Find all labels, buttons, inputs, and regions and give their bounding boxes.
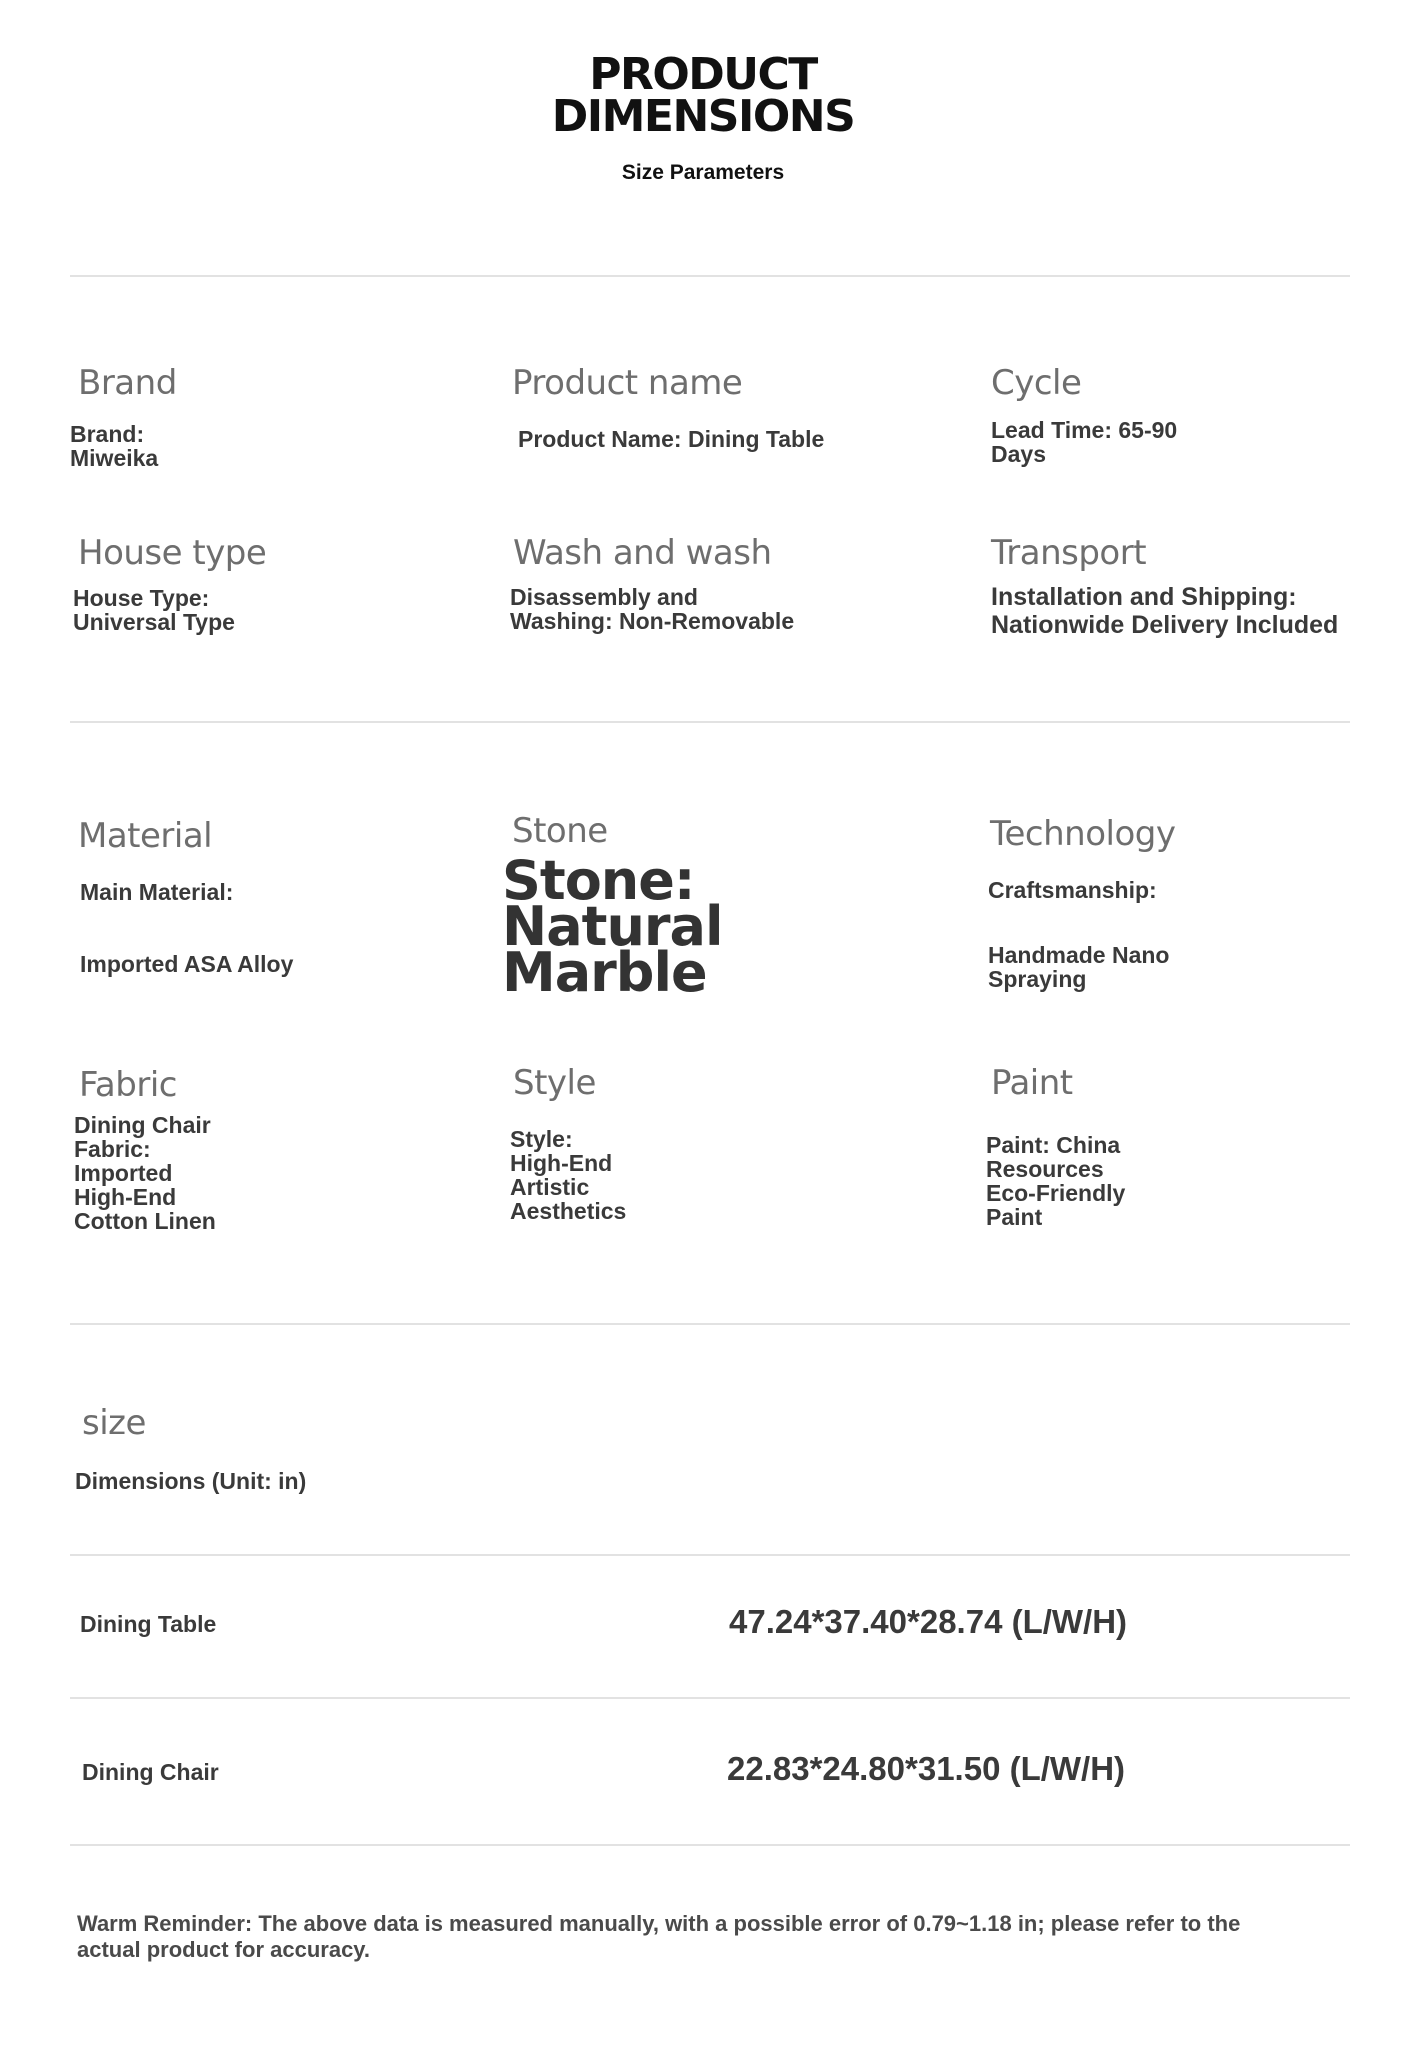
technology-value-line: Handmade Nano xyxy=(988,942,1170,968)
style-value-line: Artistic xyxy=(510,1174,590,1200)
fabric-value xyxy=(74,1113,216,1233)
warm-reminder-line: actual product for accuracy. xyxy=(77,1937,371,1962)
cycle-value-line: Lead Time: 65-90 xyxy=(991,417,1178,443)
cycle-value xyxy=(991,418,1177,466)
house-type-value xyxy=(73,586,235,634)
paint-label: Paint xyxy=(991,1063,1073,1103)
fabric-value-line: Fabric: xyxy=(74,1136,151,1162)
divider xyxy=(70,721,1350,723)
divider xyxy=(70,275,1350,277)
divider xyxy=(70,1844,1350,1846)
style-value-line: Aesthetics xyxy=(510,1198,627,1224)
stone-value xyxy=(502,849,723,1004)
brand-label: Brand xyxy=(78,363,177,403)
size-label: size xyxy=(82,1403,146,1443)
material-value-line-2: Imported ASA Alloy xyxy=(80,951,294,977)
paint-value xyxy=(986,1133,1125,1229)
material-label: Material xyxy=(78,816,213,856)
technology-value-line-1: Craftsmanship: xyxy=(988,877,1157,903)
stone-label: Stone xyxy=(512,811,608,851)
house-type-value-line: House Type: xyxy=(73,585,210,611)
wash-label: Wash and wash xyxy=(513,533,772,573)
brand-value-line: Brand: xyxy=(70,421,145,447)
technology-value-line: Spraying xyxy=(988,966,1087,992)
warm-reminder-line: Warm Reminder: The above data is measured manually, with a possible error of 0.79~1.18 in; please refer to the xyxy=(77,1911,1241,1936)
title-line-1: PRODUCT xyxy=(589,49,817,100)
technology-value-rest xyxy=(988,943,1169,991)
wash-value-line: Disassembly and xyxy=(510,584,698,610)
brand-value-line: Miweika xyxy=(70,445,159,471)
fabric-label: Fabric xyxy=(79,1065,177,1105)
dining-chair-label: Dining Chair xyxy=(82,1759,219,1785)
stone-value-line: Natural xyxy=(502,895,723,958)
paint-value-line: Paint xyxy=(986,1204,1043,1230)
dining-chair-dimensions: 22.83*24.80*31.50 (L/W/H) xyxy=(727,1750,1126,1787)
page-subtitle: Size Parameters xyxy=(621,161,785,184)
style-label: Style xyxy=(513,1063,596,1103)
style-value-line: High-End xyxy=(510,1150,613,1176)
divider xyxy=(70,1323,1350,1325)
brand-value xyxy=(70,422,158,470)
material-value-line-1: Main Material: xyxy=(80,879,234,905)
transport-value-line: Nationwide Delivery Included xyxy=(991,611,1339,639)
product-name-label: Product name xyxy=(512,363,743,403)
technology-label: Technology xyxy=(990,814,1176,854)
title-line-2: DIMENSIONS xyxy=(551,91,855,142)
dining-table-dimensions: 47.24*37.40*28.74 (L/W/H) xyxy=(729,1603,1128,1640)
divider xyxy=(70,1554,1350,1556)
house-type-value-line: Universal Type xyxy=(73,609,235,635)
size-unit-text: Dimensions (Unit: in) xyxy=(75,1468,307,1494)
paint-value-line: Resources xyxy=(986,1156,1104,1182)
paint-value-line: Paint: China xyxy=(986,1132,1121,1158)
transport-value xyxy=(991,583,1338,639)
wash-value xyxy=(510,585,794,633)
fabric-value-line: Imported xyxy=(74,1160,173,1186)
style-value-line: Style: xyxy=(510,1126,573,1152)
dining-table-label: Dining Table xyxy=(80,1611,217,1637)
stone-value-line: Marble xyxy=(502,941,707,1004)
house-type-label: House type xyxy=(78,533,267,573)
warm-reminder xyxy=(77,1911,1317,1963)
transport-value-line: Installation and Shipping: xyxy=(991,583,1297,611)
cycle-label: Cycle xyxy=(991,363,1082,403)
transport-label: Transport xyxy=(991,533,1147,573)
cycle-value-line: Days xyxy=(991,441,1046,467)
product-name-value: Product Name: Dining Table xyxy=(518,426,825,452)
stone-value-line: Stone: xyxy=(502,849,695,912)
divider xyxy=(70,1697,1350,1699)
paint-value-line: Eco-Friendly xyxy=(986,1180,1126,1206)
fabric-value-line: High-End xyxy=(74,1184,177,1210)
style-value xyxy=(510,1127,626,1223)
fabric-value-line: Cotton Linen xyxy=(74,1208,216,1234)
wash-value-line: Washing: Non-Removable xyxy=(510,608,795,634)
fabric-value-line: Dining Chair xyxy=(74,1112,211,1138)
page-title xyxy=(0,49,1406,142)
